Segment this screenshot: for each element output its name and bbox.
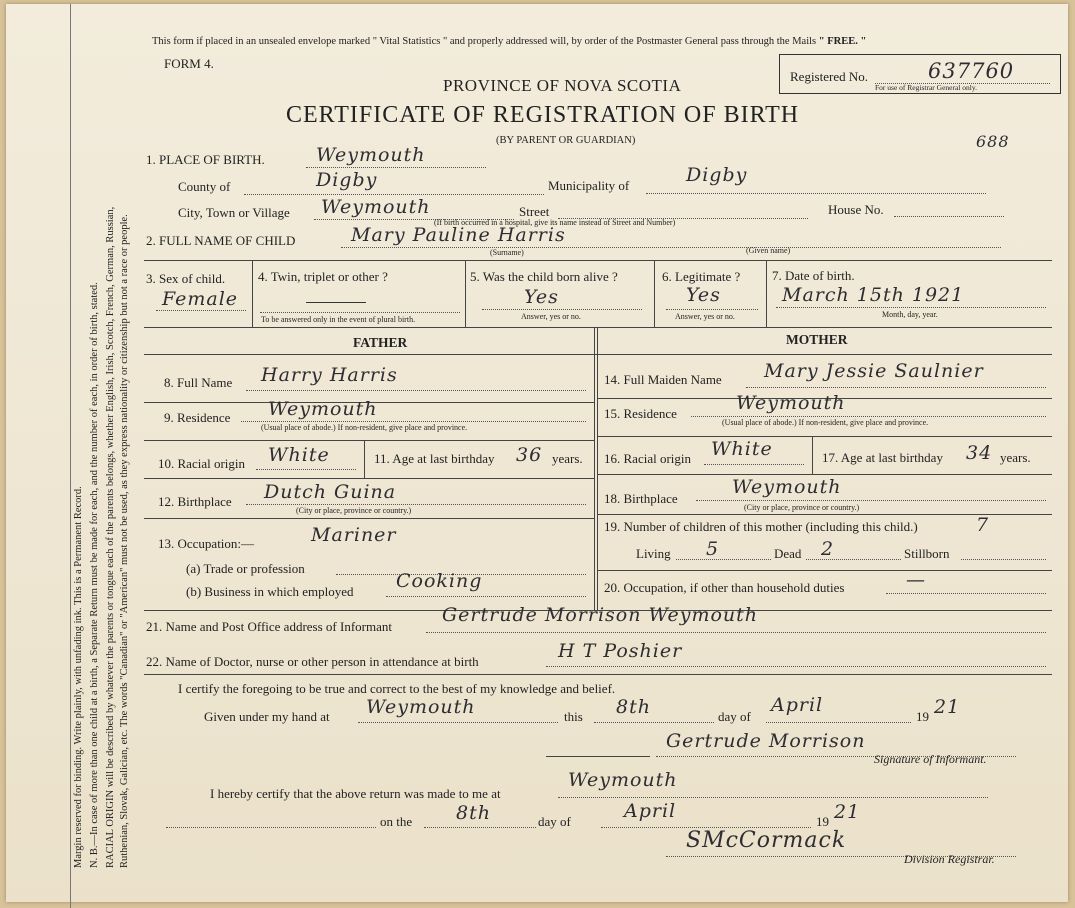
alive-note: Answer, yes or no. (521, 312, 581, 321)
registered-number-box (779, 54, 1061, 94)
side-note-1: Margin reserved for binding. Write plainly, with unfading ink. This is a Permanent Record. (73, 486, 84, 868)
father-residence-note: (Usual place of abode.) If non-resident, give place and province. (261, 423, 468, 432)
side-note-4: Ruthenian, Slovak, Galician, etc. The words "Canadian" or "American" must not be used, as they express nationality or citizenship but not a race or people. (119, 214, 130, 868)
dead-label: Dead (774, 546, 802, 561)
certificate-subtitle: (BY PARENT OR GUARDIAN) (496, 135, 636, 146)
date-of-birth-note: Month, day, year. (882, 310, 938, 319)
hospital-note: (If birth occurred in a hospital, give its name instead of Street and Number) (434, 218, 676, 227)
father-occupation-value: Mariner (311, 524, 397, 546)
certification-statement: I certify the foregoing to be true and correct to the best of my knowledge and belief. (178, 681, 616, 696)
mother-residence-note: (Usual place of abode.) If non-resident, give place and province. (722, 418, 929, 427)
informant-signature-label: Signature of Informant. (874, 752, 987, 766)
alive-value: Yes (524, 286, 559, 308)
registrar-day-of-label: day of (538, 814, 571, 829)
father-residence-value: Weymouth (268, 398, 378, 420)
postal-notice: This form if placed in an unsealed envelope marked " Vital Statistics " and properly addressed will, by order of the Postmaster General pass through the Mails " FREE. " (152, 36, 867, 47)
father-name-label: 8. Full Name (164, 375, 233, 390)
city-value: Weymouth (321, 196, 431, 218)
given-year-value: 21 (934, 696, 961, 718)
side-notes (72, 207, 132, 868)
registrar-place-value: Weymouth (568, 769, 678, 791)
municipality-value: Digby (686, 164, 748, 186)
mother-age-label: 17. Age at last birthday (822, 450, 943, 465)
place-of-birth-label: 1. PLACE OF BIRTH. (146, 152, 265, 167)
given-this-label: this (564, 709, 583, 724)
given-day-value: 8th (616, 696, 651, 718)
mother-residence-label: 15. Residence (604, 406, 677, 421)
certificate-page (6, 4, 1068, 902)
house-number-label: House No. (828, 202, 884, 217)
stillborn-label: Stillborn (904, 546, 950, 561)
registrar-year-prefix: 19 (816, 814, 829, 829)
alive-label: 5. Was the child born alive ? (470, 269, 618, 284)
registered-label: Registered No. (790, 69, 868, 84)
registrar-year-value: 21 (834, 801, 861, 823)
father-heading: FATHER (353, 335, 408, 350)
legitimate-label: 6. Legitimate ? (662, 269, 741, 284)
surname-note: (Surname) (490, 248, 524, 257)
informant-label: 21. Name and Post Office address of Informant (146, 619, 392, 634)
registrar-month-value: April (624, 800, 677, 822)
registered-number: 637760 (928, 59, 1015, 83)
mother-heading: MOTHER (786, 332, 848, 347)
binding-margin-line (70, 4, 71, 908)
child-name-label: 2. FULL NAME OF CHILD (146, 233, 296, 248)
informant-signature: Gertrude Morrison (666, 730, 866, 752)
father-race-value: White (268, 444, 330, 466)
father-occupation-label: 13. Occupation:— (158, 536, 255, 551)
city-label: City, Town or Village (178, 205, 290, 220)
father-age-years: years. (552, 451, 583, 466)
mother-birthplace-label: 18. Birthplace (604, 491, 678, 506)
sex-value: Female (162, 288, 239, 310)
mother-age-value: 34 (966, 442, 993, 464)
father-birthplace-note: (City or place, province or country.) (296, 506, 412, 515)
mother-birthplace-value: Weymouth (732, 476, 842, 498)
registrar-signature-label: Division Registrar. (904, 852, 995, 866)
children-count-value: 7 (976, 514, 990, 536)
certificate-title: CERTIFICATE OF REGISTRATION OF BIRTH (286, 102, 800, 128)
father-age-label: 11. Age at last birthday (374, 451, 495, 466)
doctor-label: 22. Name of Doctor, nurse or other person in attendance at birth (146, 654, 479, 669)
place-of-birth-value: Weymouth (316, 144, 426, 166)
side-note-3: RACIAL ORIGIN will be described by whatever the parents or tongue each of the parents belongs, whether English, Irish, Scotch, French, German, Russian, (105, 206, 116, 868)
children-count-label: 19. Number of children of this mother (including this child.) (604, 519, 918, 534)
living-value: 5 (706, 538, 720, 560)
mother-occupation-label: 20. Occupation, if other than household duties (604, 580, 845, 595)
registrar-on-the-label: on the (380, 814, 413, 829)
date-of-birth-value: March 15th 1921 (782, 284, 965, 306)
mother-name-label: 14. Full Maiden Name (604, 372, 722, 387)
legitimate-note: Answer, yes or no. (675, 312, 735, 321)
father-age-value: 36 (516, 444, 543, 466)
registrar-signature: SMcCormack (686, 828, 847, 853)
given-year-prefix: 19 (916, 709, 929, 724)
registrar-certify-label: I hereby certify that the above return was made to me at (210, 786, 501, 801)
legitimate-value: Yes (686, 284, 721, 306)
twin-note: To be answered only in the event of plural birth. (261, 315, 416, 324)
mother-occupation-value: — (906, 569, 926, 591)
given-month-value: April (771, 694, 824, 716)
corner-mark: 688 (976, 132, 1010, 151)
twin-label: 4. Twin, triplet or other ? (258, 269, 388, 284)
business-label: (b) Business in which employed (186, 584, 354, 599)
municipality-label: Municipality of (548, 178, 630, 193)
form-number: FORM 4. (164, 56, 214, 71)
business-value: Cooking (396, 570, 483, 592)
child-name-value: Mary Pauline Harris (351, 224, 566, 246)
living-label: Living (636, 546, 671, 561)
registrar-note: For use of Registrar General only. (875, 83, 977, 92)
street-label: Street (519, 204, 550, 219)
sex-label: 3. Sex of child. (146, 271, 226, 286)
given-day-of-label: day of (718, 709, 751, 724)
father-birthplace-label: 12. Birthplace (158, 494, 232, 509)
mother-race-value: White (711, 438, 773, 460)
twin-value (306, 302, 366, 303)
doctor-value: H T Poshier (558, 640, 683, 662)
mother-age-years: years. (1000, 450, 1031, 465)
mother-birthplace-note: (City or place, province or country.) (744, 503, 860, 512)
dead-value: 2 (821, 538, 835, 560)
mother-race-label: 16. Racial origin (604, 451, 692, 466)
given-name-note: (Given name) (746, 246, 791, 255)
county-value: Digby (316, 169, 378, 191)
date-of-birth-label: 7. Date of birth. (772, 268, 855, 283)
father-residence-label: 9. Residence (164, 410, 231, 425)
county-label: County of (178, 179, 231, 194)
registrar-day-value: 8th (456, 802, 491, 824)
trade-label: (a) Trade or profession (186, 561, 305, 576)
mother-residence-value: Weymouth (736, 392, 846, 414)
father-race-label: 10. Racial origin (158, 456, 246, 471)
father-birthplace-value: Dutch Guina (264, 481, 397, 503)
mother-name-value: Mary Jessie Saulnier (764, 360, 984, 382)
given-place-value: Weymouth (366, 696, 476, 718)
province-heading: PROVINCE OF NOVA SCOTIA (443, 76, 682, 95)
side-note-2: N. B.—In case of more than one child at a birth, a Separate Return must be made for each, and the number of each, in order of birth, stated. (89, 282, 100, 868)
given-under-label: Given under my hand at (204, 709, 330, 724)
father-name-value: Harry Harris (261, 364, 398, 386)
informant-value: Gertrude Morrison Weymouth (442, 604, 759, 626)
